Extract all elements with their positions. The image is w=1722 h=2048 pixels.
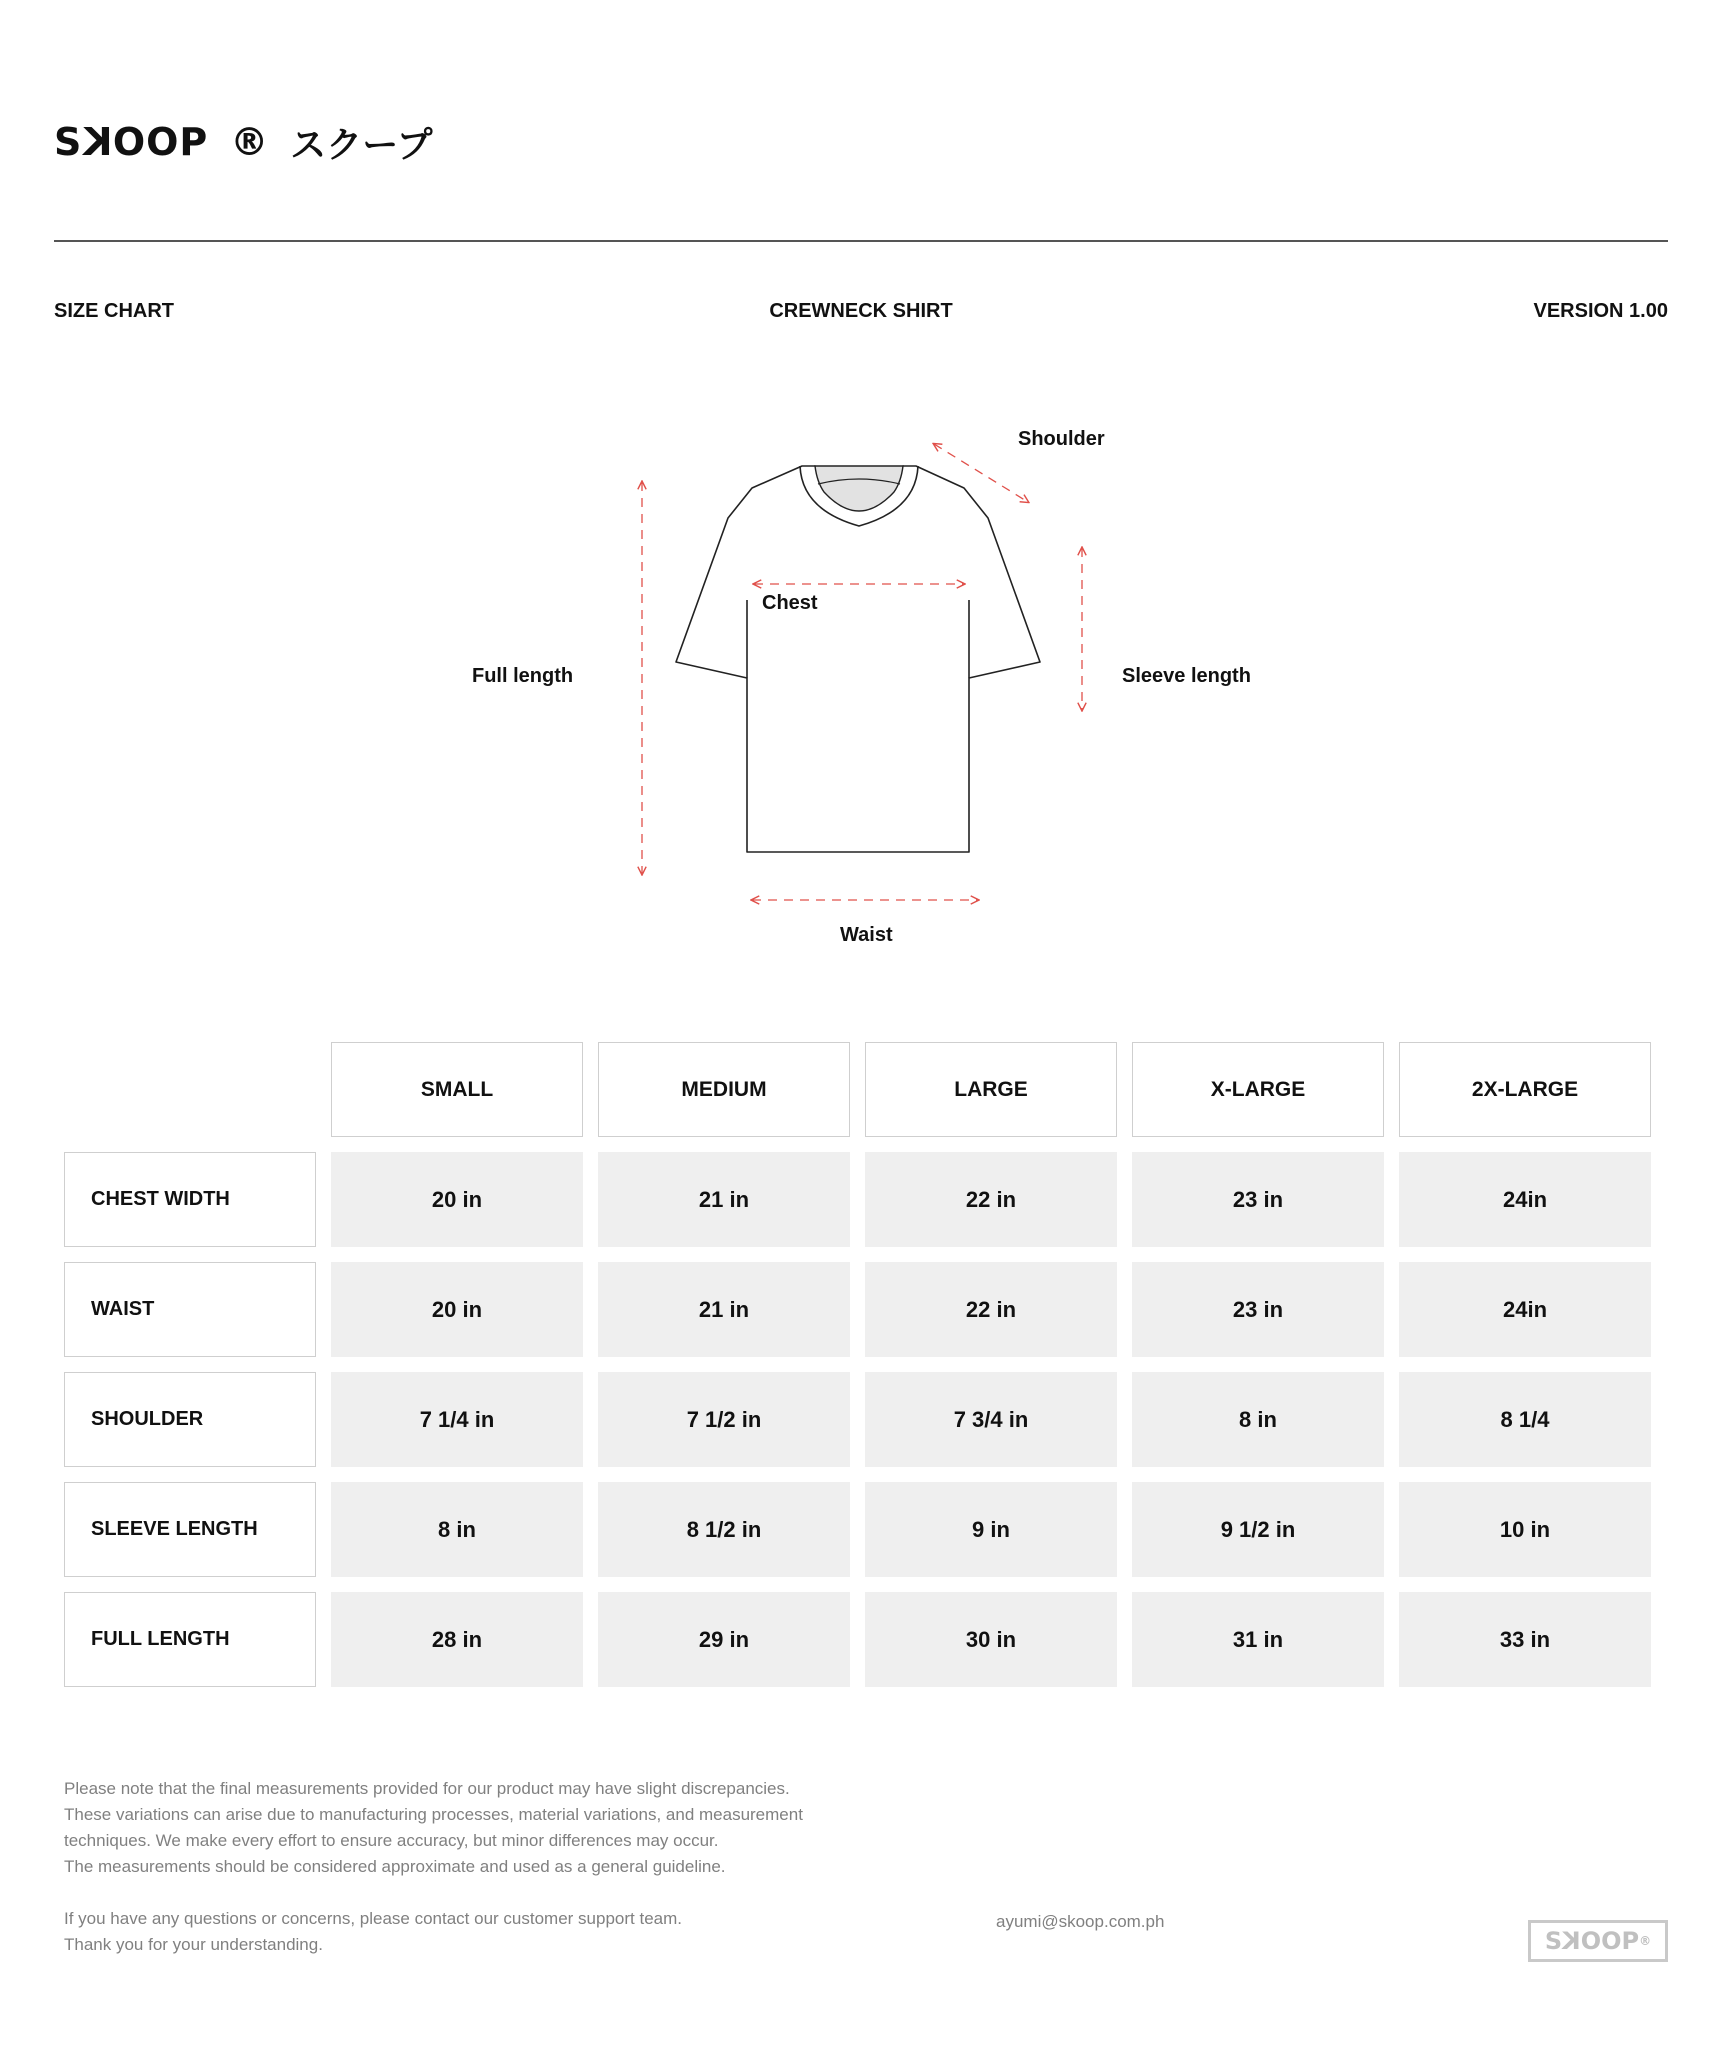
disclaimer-line: Please note that the final measurements provided for our product may have slight discrepancies. [64, 1779, 790, 1798]
table-cell: 30 in [865, 1592, 1117, 1687]
shirt-outline [676, 466, 1040, 852]
contact-line: If you have any questions or concerns, please contact our customer support team. [64, 1909, 683, 1928]
row-label-full-length: FULL LENGTH [64, 1592, 316, 1687]
shirt-diagram [0, 0, 1722, 1000]
disclaimer-note [64, 1776, 803, 1880]
table-cell: 9 1/2 in [1132, 1482, 1384, 1577]
table-cell: 29 in [598, 1592, 850, 1687]
size-header-large: LARGE [865, 1042, 1117, 1137]
table-cell: 8 1/2 in [598, 1482, 850, 1577]
brand-wordmark: SKOOP [54, 120, 209, 164]
contact-line: Thank you for your understanding. [64, 1935, 323, 1954]
version-label: VERSION 1.00 [1533, 300, 1668, 322]
product-name: CREWNECK SHIRT [769, 300, 953, 322]
waist-label: Waist [840, 924, 893, 946]
sleeve-length-label: Sleeve length [1122, 665, 1251, 687]
table-cell: 8 1/4 [1399, 1372, 1651, 1467]
badge-mark: ® [1639, 1934, 1652, 1948]
size-header-2xlarge: 2X-LARGE [1399, 1042, 1651, 1137]
table-cell: 31 in [1132, 1592, 1384, 1687]
contact-note [64, 1906, 682, 1958]
table-cell: 9 in [865, 1482, 1117, 1577]
table-cell: 21 in [598, 1152, 850, 1247]
row-label-sleeve-length: SLEEVE LENGTH [64, 1482, 316, 1577]
table-cell: 10 in [1399, 1482, 1651, 1577]
table-cell: 7 1/2 in [598, 1372, 850, 1467]
footer-brand-badge [1528, 1920, 1668, 1962]
table-cell: 24in [1399, 1262, 1651, 1357]
disclaimer-line: techniques. We make every effort to ensure accuracy, but minor differences may occur. [64, 1831, 719, 1850]
table-cell: 23 in [1132, 1152, 1384, 1247]
row-label-waist: WAIST [64, 1262, 316, 1357]
table-cell: 7 1/4 in [331, 1372, 583, 1467]
table-cell: 33 in [1399, 1592, 1651, 1687]
disclaimer-line: The measurements should be considered approximate and used as a general guideline. [64, 1857, 726, 1876]
table-cell: 8 in [1132, 1372, 1384, 1467]
table-cell: 28 in [331, 1592, 583, 1687]
table-cell: 23 in [1132, 1262, 1384, 1357]
size-header-medium: MEDIUM [598, 1042, 850, 1137]
chest-label: Chest [762, 592, 818, 614]
badge-wordmark: SKOOP [1544, 1927, 1640, 1955]
size-header-small: SMALL [331, 1042, 583, 1137]
disclaimer-line: These variations can arise due to manufacturing processes, material variations, and measurement [64, 1805, 803, 1824]
table-cell: 7 3/4 in [865, 1372, 1117, 1467]
table-cell: 24in [1399, 1152, 1651, 1247]
doc-type-label: SIZE CHART [54, 300, 174, 322]
full-length-label: Full length [472, 665, 574, 687]
shirt-illustration [0, 0, 1722, 1000]
size-header-xlarge: X-LARGE [1132, 1042, 1384, 1137]
table-cell: 20 in [331, 1262, 583, 1357]
row-label-chest-width: CHEST WIDTH [64, 1152, 316, 1247]
row-label-shoulder: SHOULDER [64, 1372, 316, 1467]
table-cell: 20 in [331, 1152, 583, 1247]
table-cell: 21 in [598, 1262, 850, 1357]
registered-mark: ® [230, 120, 269, 164]
table-cell: 22 in [865, 1152, 1117, 1247]
table-cell: 22 in [865, 1262, 1117, 1357]
shoulder-label: Shoulder [1018, 428, 1105, 450]
table-cell: 8 in [331, 1482, 583, 1577]
brand-katakana: スクープ [290, 124, 433, 166]
contact-email[interactable]: ayumi@skoop.com.ph [996, 1912, 1165, 1931]
